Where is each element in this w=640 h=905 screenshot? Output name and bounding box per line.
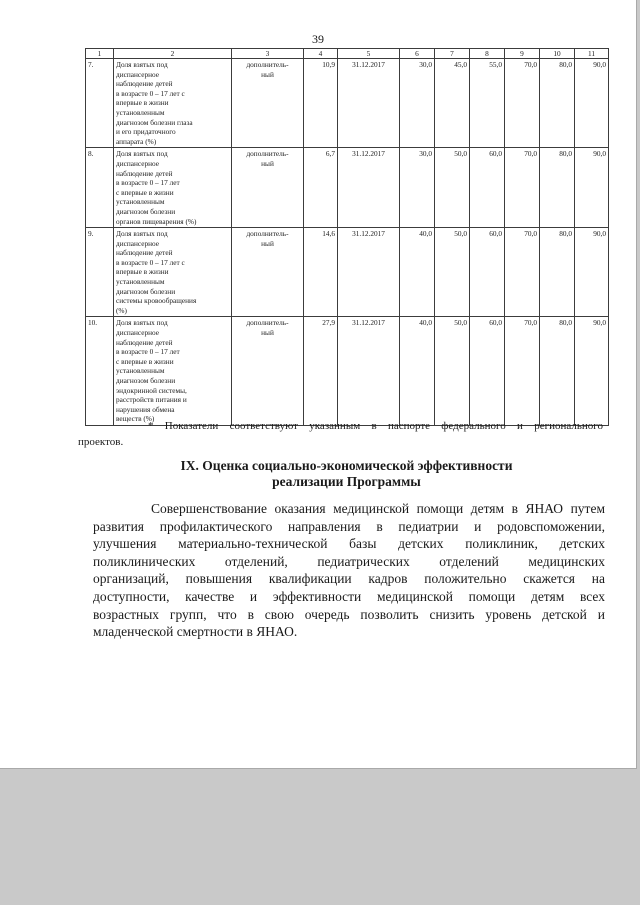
paragraph-line: младенческой смертности в ЯНАО. xyxy=(93,624,298,640)
section-heading-line: реализации Программы xyxy=(272,474,421,489)
value-cell: 80,0 xyxy=(540,317,575,426)
header-cell: 6 xyxy=(400,49,435,59)
paragraph-line: поликлинических отделений, педиатрических отделений медицинских xyxy=(93,553,605,569)
row-index: 10. xyxy=(86,317,114,426)
value-cell: 40,0 xyxy=(400,317,435,426)
value-cell: 80,0 xyxy=(540,228,575,317)
footnote-line: проектов. xyxy=(78,435,124,448)
indicators-table xyxy=(85,48,609,426)
value-cell: 90,0 xyxy=(575,317,609,426)
value-cell: 90,0 xyxy=(575,148,609,228)
value-cell: 60,0 xyxy=(470,148,505,228)
indicator-name: Доля взятых под диспансерное наблюдение детей в возрасте 0 – 17 лет с впервые в жизни установленным диагнозом болезни глаза и его придаточного аппарата (%) xyxy=(114,59,232,148)
paragraph-line: организаций, повышения квалификации кадров положительно скажется на xyxy=(93,571,605,587)
value-cell: 50,0 xyxy=(435,148,470,228)
table-row xyxy=(86,59,609,148)
table-row xyxy=(86,317,609,426)
value-cell: 60,0 xyxy=(470,317,505,426)
table-header-row xyxy=(86,49,609,59)
header-cell: 3 xyxy=(232,49,304,59)
footnote xyxy=(78,419,603,450)
header-cell: 9 xyxy=(505,49,540,59)
base-date: 31.12.2017 xyxy=(338,228,400,317)
indicator-name: Доля взятых под диспансерное наблюдение детей в возрасте 0 – 17 лет с впервые в жизни установленным диагнозом болезни органов пищеварения (%) xyxy=(114,148,232,228)
base-value: 6,7 xyxy=(304,148,338,228)
section-heading-line: IX. Оценка социально-экономической эффективности xyxy=(180,458,513,473)
value-cell: 60,0 xyxy=(470,228,505,317)
value-cell: 70,0 xyxy=(505,148,540,228)
indicator-type: дополнитель- ный xyxy=(232,228,304,317)
value-cell: 90,0 xyxy=(575,228,609,317)
row-index: 8. xyxy=(86,148,114,228)
paragraph-line: возрастных групп, что в свою очередь позволить снизить уровень детской и xyxy=(93,606,605,622)
header-cell: 4 xyxy=(304,49,338,59)
header-cell: 5 xyxy=(338,49,400,59)
value-cell: 55,0 xyxy=(470,59,505,148)
header-cell: 2 xyxy=(114,49,232,59)
value-cell: 80,0 xyxy=(540,59,575,148)
value-cell: 90,0 xyxy=(575,59,609,148)
table-row xyxy=(86,148,609,228)
indicator-name: Доля взятых под диспансерное наблюдение детей в возрасте 0 – 17 лет с впервые в жизни установленным диагнозом болезни системы кровообращения (%) xyxy=(114,228,232,317)
value-cell: 50,0 xyxy=(435,317,470,426)
header-cell: 11 xyxy=(575,49,609,59)
value-cell: 70,0 xyxy=(505,228,540,317)
header-cell: 7 xyxy=(435,49,470,59)
indicator-type: дополнитель- ный xyxy=(232,148,304,228)
row-index: 7. xyxy=(86,59,114,148)
table-row xyxy=(86,228,609,317)
value-cell: 45,0 xyxy=(435,59,470,148)
base-date: 31.12.2017 xyxy=(338,317,400,426)
indicator-type: дополнитель- ный xyxy=(232,317,304,426)
value-cell: 70,0 xyxy=(505,317,540,426)
value-cell: 40,0 xyxy=(400,228,435,317)
base-date: 31.12.2017 xyxy=(338,59,400,148)
header-cell: 8 xyxy=(470,49,505,59)
value-cell: 50,0 xyxy=(435,228,470,317)
section-heading xyxy=(85,458,608,490)
indicator-type: дополнитель- ный xyxy=(232,59,304,148)
base-value: 27,9 xyxy=(304,317,338,426)
value-cell: 70,0 xyxy=(505,59,540,148)
paragraph-line: доступности, качестве и эффективности медицинской помощи детям всех xyxy=(93,588,605,604)
value-cell: 30,0 xyxy=(400,148,435,228)
indicator-name: Доля взятых под диспансерное наблюдение детей в возрасте 0 – 17 лет с впервые в жизни установленным диагнозом болезни эндокринной системы, расстройств питания и нарушения обмена веществ (%) xyxy=(114,317,232,426)
base-value: 14,6 xyxy=(304,228,338,317)
value-cell: 80,0 xyxy=(540,148,575,228)
footnote-line: * Показатели соответствуют указанным в паспорте федерального и регионального xyxy=(148,420,603,432)
page-number: 39 xyxy=(312,32,324,46)
paragraph-line: улучшения материально-технической базы детских поликлиник, детских xyxy=(93,536,605,552)
body-paragraph xyxy=(93,500,605,641)
paragraph-line: развития профилактического направления в педиатрии и родовспоможении, xyxy=(93,518,605,534)
row-index: 9. xyxy=(86,228,114,317)
base-value: 10,9 xyxy=(304,59,338,148)
paragraph-line: Совершенствование оказания медицинской помощи детям в ЯНАО путем xyxy=(151,501,605,516)
base-date: 31.12.2017 xyxy=(338,148,400,228)
header-cell: 1 xyxy=(86,49,114,59)
value-cell: 30,0 xyxy=(400,59,435,148)
header-cell: 10 xyxy=(540,49,575,59)
